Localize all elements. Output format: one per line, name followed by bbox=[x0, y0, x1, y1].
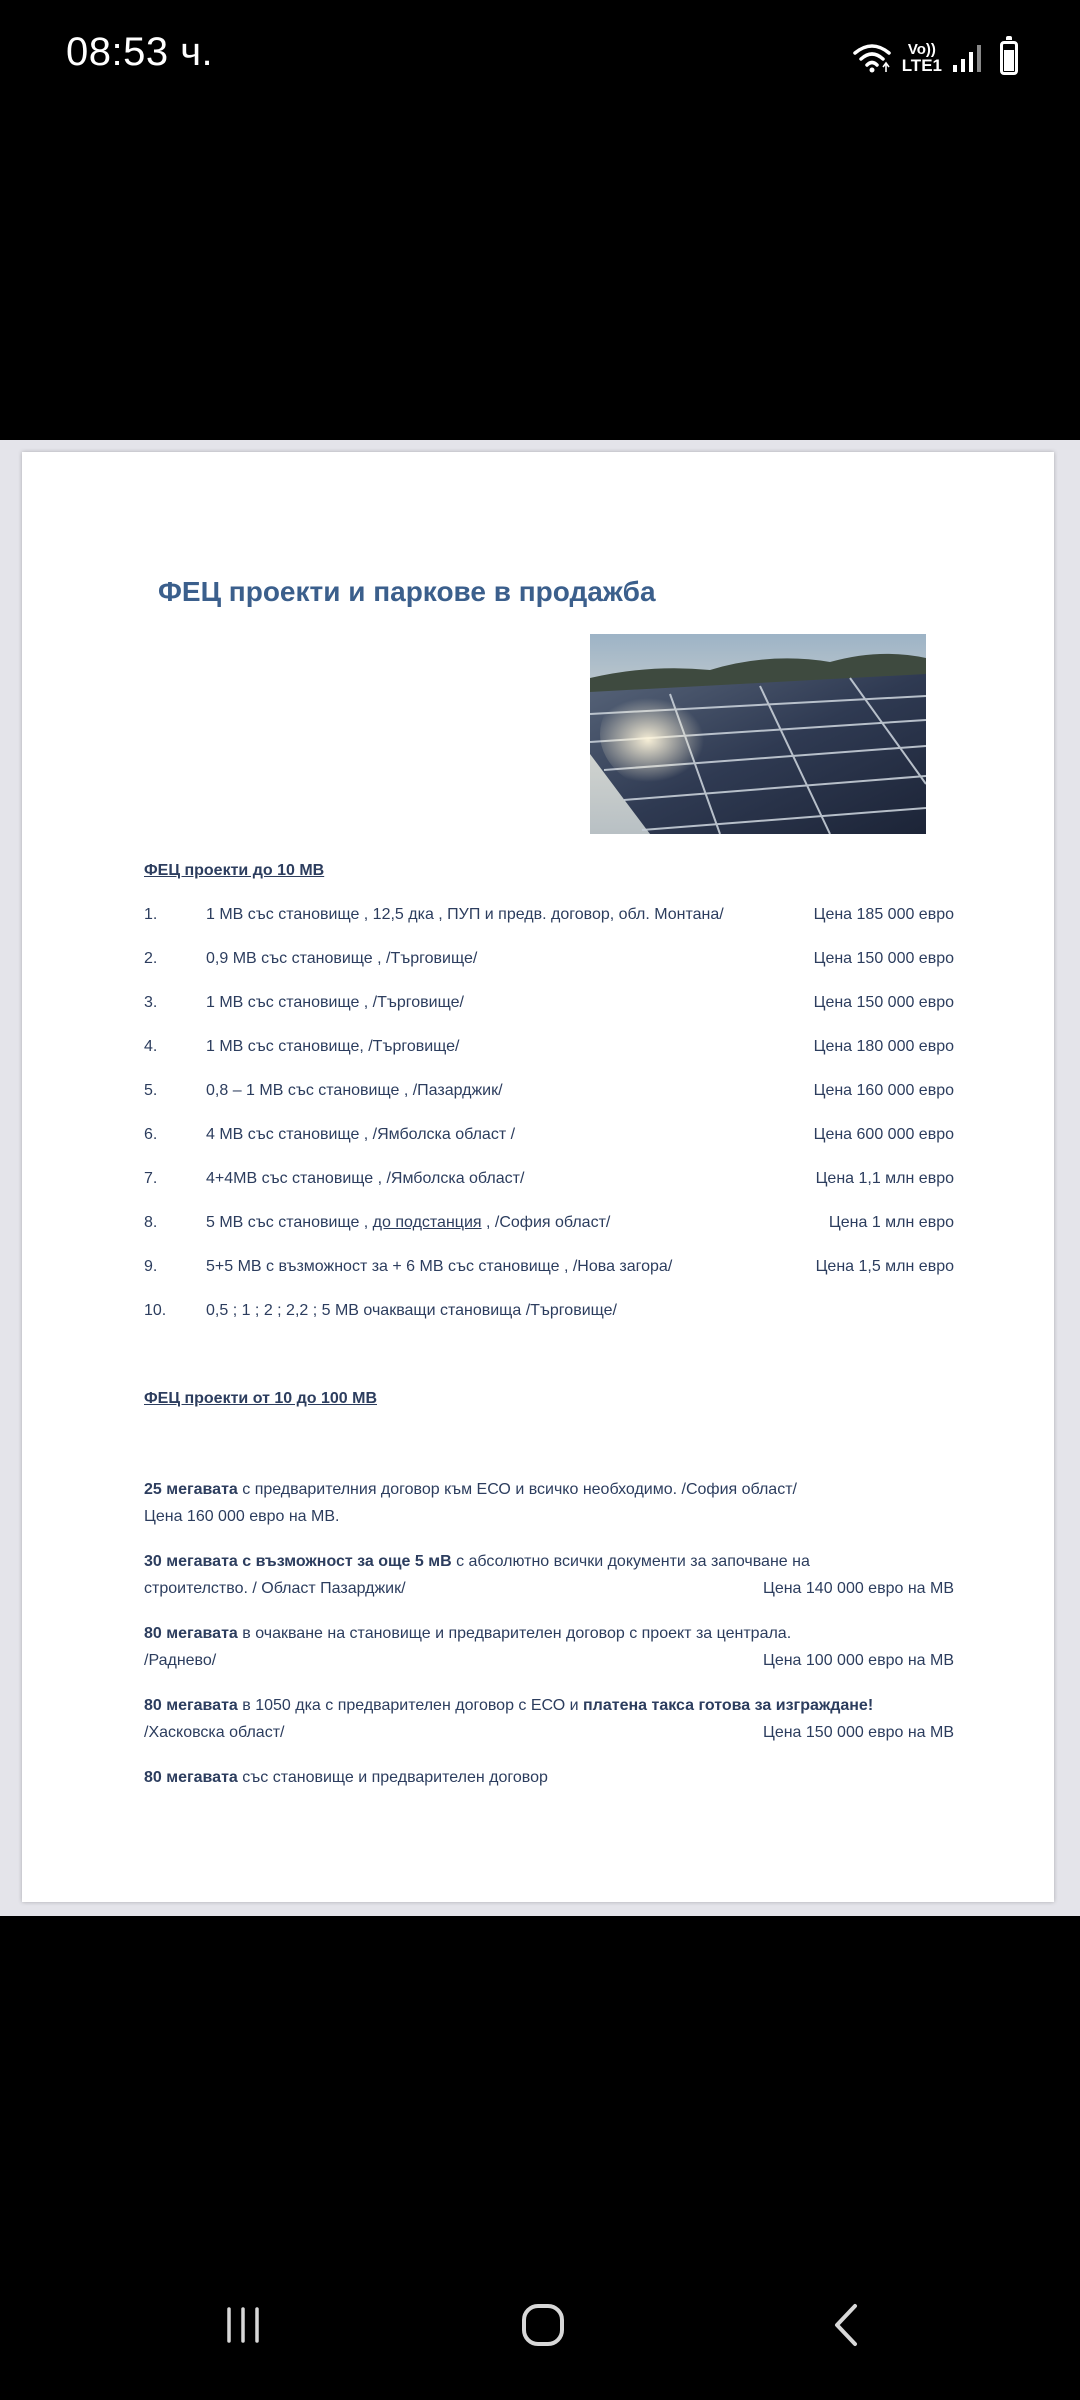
offer-capacity: 25 мегавата bbox=[144, 1481, 238, 1498]
list-number: 9. bbox=[144, 1258, 158, 1275]
back-button[interactable] bbox=[802, 2280, 892, 2370]
list-item bbox=[144, 906, 954, 930]
battery-icon bbox=[1000, 41, 1018, 75]
list-item bbox=[144, 1258, 954, 1282]
list-item bbox=[144, 1082, 954, 1106]
list-item bbox=[144, 1126, 954, 1150]
list-price: Цена 180 000 евро bbox=[813, 1038, 954, 1055]
battery-level bbox=[1004, 50, 1014, 71]
section-heading-up-to-10mw: ФЕЦ проекти до 10 МВ bbox=[144, 862, 325, 879]
list-text: 1 МВ със становище, /Търговище/ bbox=[206, 1038, 460, 1055]
offer-capacity: 80 мегавата bbox=[144, 1697, 238, 1714]
document-page bbox=[22, 452, 1054, 1902]
list-item bbox=[144, 1170, 954, 1194]
list-item bbox=[144, 1302, 954, 1326]
substation-underlined-text: до подстанция bbox=[372, 1214, 482, 1231]
recent-apps-icon bbox=[221, 2303, 265, 2347]
signal-icon bbox=[952, 43, 982, 73]
list-number: 1. bbox=[144, 906, 158, 923]
offer-text: в 1050 дка с предварителен договор с ЕСО и bbox=[237, 1697, 584, 1714]
list-number: 10. bbox=[144, 1302, 167, 1319]
offer-price: Цена 100 000 евро на МВ bbox=[762, 1652, 954, 1669]
section-heading-10-to-100mw: ФЕЦ проекти от 10 до 100 МВ bbox=[144, 1390, 377, 1407]
list-text: 0,9 МВ със становище , /Търговище/ bbox=[206, 950, 478, 967]
list-number: 2. bbox=[144, 950, 158, 967]
list-item bbox=[144, 950, 954, 974]
list-price: Цена 185 000 евро bbox=[813, 906, 954, 923]
list-text bbox=[206, 1214, 610, 1232]
document-content bbox=[22, 452, 1054, 1902]
list-number: 8. bbox=[144, 1214, 158, 1231]
offer-capacity: 80 мегавата bbox=[144, 1625, 238, 1642]
list-text: 1 МВ със становище , /Търговище/ bbox=[206, 994, 464, 1011]
navigation-bar bbox=[0, 2250, 1080, 2400]
list-text: 4 МВ със становище , /Ямболска област / bbox=[206, 1126, 516, 1143]
list-text: 5+5 МВ с възможност за + 6 МВ със становище , /Нова загора/ bbox=[206, 1258, 673, 1275]
list-item bbox=[144, 1038, 954, 1062]
offer-location: /Раднево/ bbox=[144, 1652, 217, 1669]
offer-paragraph-30mw bbox=[144, 1548, 954, 1602]
offer-text: с абсолютно всички документи за започване на bbox=[451, 1553, 810, 1570]
offer-price: Цена 150 000 евро на МВ bbox=[762, 1724, 954, 1741]
list-item bbox=[144, 1214, 954, 1238]
list-price: Цена 160 000 евро bbox=[813, 1082, 954, 1099]
lte-label: LTE1 bbox=[901, 56, 942, 75]
offer-highlight: платена такса готова за изграждане! bbox=[583, 1697, 874, 1714]
offer-location: /Хасковска област/ bbox=[144, 1724, 285, 1741]
offer-location: строителство. / Област Пазарджик/ bbox=[144, 1580, 406, 1597]
list-number: 7. bbox=[144, 1170, 158, 1187]
offer-capacity: 80 мегавата bbox=[144, 1769, 238, 1786]
offer-text: с предварителния договор към ЕСО и всичко необходимо. /София област/ bbox=[237, 1481, 797, 1498]
list-price: Цена 1,5 млн евро bbox=[815, 1258, 954, 1275]
list-number: 3. bbox=[144, 994, 158, 1011]
home-icon bbox=[518, 2300, 568, 2350]
back-icon bbox=[825, 2300, 869, 2350]
list-number: 4. bbox=[144, 1038, 158, 1055]
list-text: 0,5 ; 1 ; 2 ; 2,2 ; 5 МВ очакващи становища /Търговище/ bbox=[206, 1302, 617, 1319]
list-text-post: , /София област/ bbox=[481, 1214, 611, 1231]
offer-paragraph-80mw-permit bbox=[144, 1764, 954, 1791]
offer-price: Цена 140 000 евро на МВ bbox=[762, 1580, 954, 1597]
list-price: Цена 150 000 евро bbox=[813, 950, 954, 967]
recent-apps-button[interactable] bbox=[198, 2280, 288, 2370]
list-text: 4+4МВ със становище , /Ямболска област/ bbox=[206, 1170, 525, 1187]
status-time: 08:53 ч. bbox=[66, 30, 214, 74]
list-text-pre: 5 МВ със становище , bbox=[206, 1214, 373, 1231]
list-price: Цена 1,1 млн евро bbox=[815, 1170, 954, 1187]
list-text: 1 МВ със становище , 12,5 дка , ПУП и предв. договор, обл. Монтана/ bbox=[206, 906, 724, 923]
offer-paragraph-80mw-haskovo bbox=[144, 1692, 954, 1746]
status-bar bbox=[0, 0, 1080, 120]
offer-price: Цена 160 000 евро на МВ. bbox=[144, 1508, 340, 1525]
offer-capacity: 30 мегавата с възможност за още 5 мВ bbox=[144, 1553, 452, 1570]
document-title: ФЕЦ проекти и паркове в продажба bbox=[158, 576, 656, 607]
offer-paragraph-25mw bbox=[144, 1476, 954, 1530]
solar-panels-image bbox=[590, 634, 926, 834]
wifi-icon bbox=[852, 41, 892, 75]
list-price: Цена 600 000 евро bbox=[813, 1126, 954, 1143]
status-icons bbox=[852, 36, 1018, 80]
home-button[interactable] bbox=[498, 2280, 588, 2370]
offer-text: със становище и предварителен договор bbox=[237, 1769, 548, 1786]
offer-text: в очакване на становище и предварителен договор с проект за централа. bbox=[237, 1625, 792, 1642]
offer-paragraph-80mw-radnevo bbox=[144, 1620, 954, 1674]
document-viewer[interactable] bbox=[0, 440, 1080, 1916]
list-number: 5. bbox=[144, 1082, 158, 1099]
list-price: Цена 1 млн евро bbox=[828, 1214, 954, 1231]
network-indicator bbox=[902, 42, 942, 74]
list-text: 0,8 – 1 МВ със становище , /Пазарджик/ bbox=[206, 1082, 503, 1099]
list-number: 6. bbox=[144, 1126, 158, 1143]
list-price: Цена 150 000 евро bbox=[813, 994, 954, 1011]
volte-label: Vo)) bbox=[907, 41, 936, 58]
list-item bbox=[144, 994, 954, 1018]
